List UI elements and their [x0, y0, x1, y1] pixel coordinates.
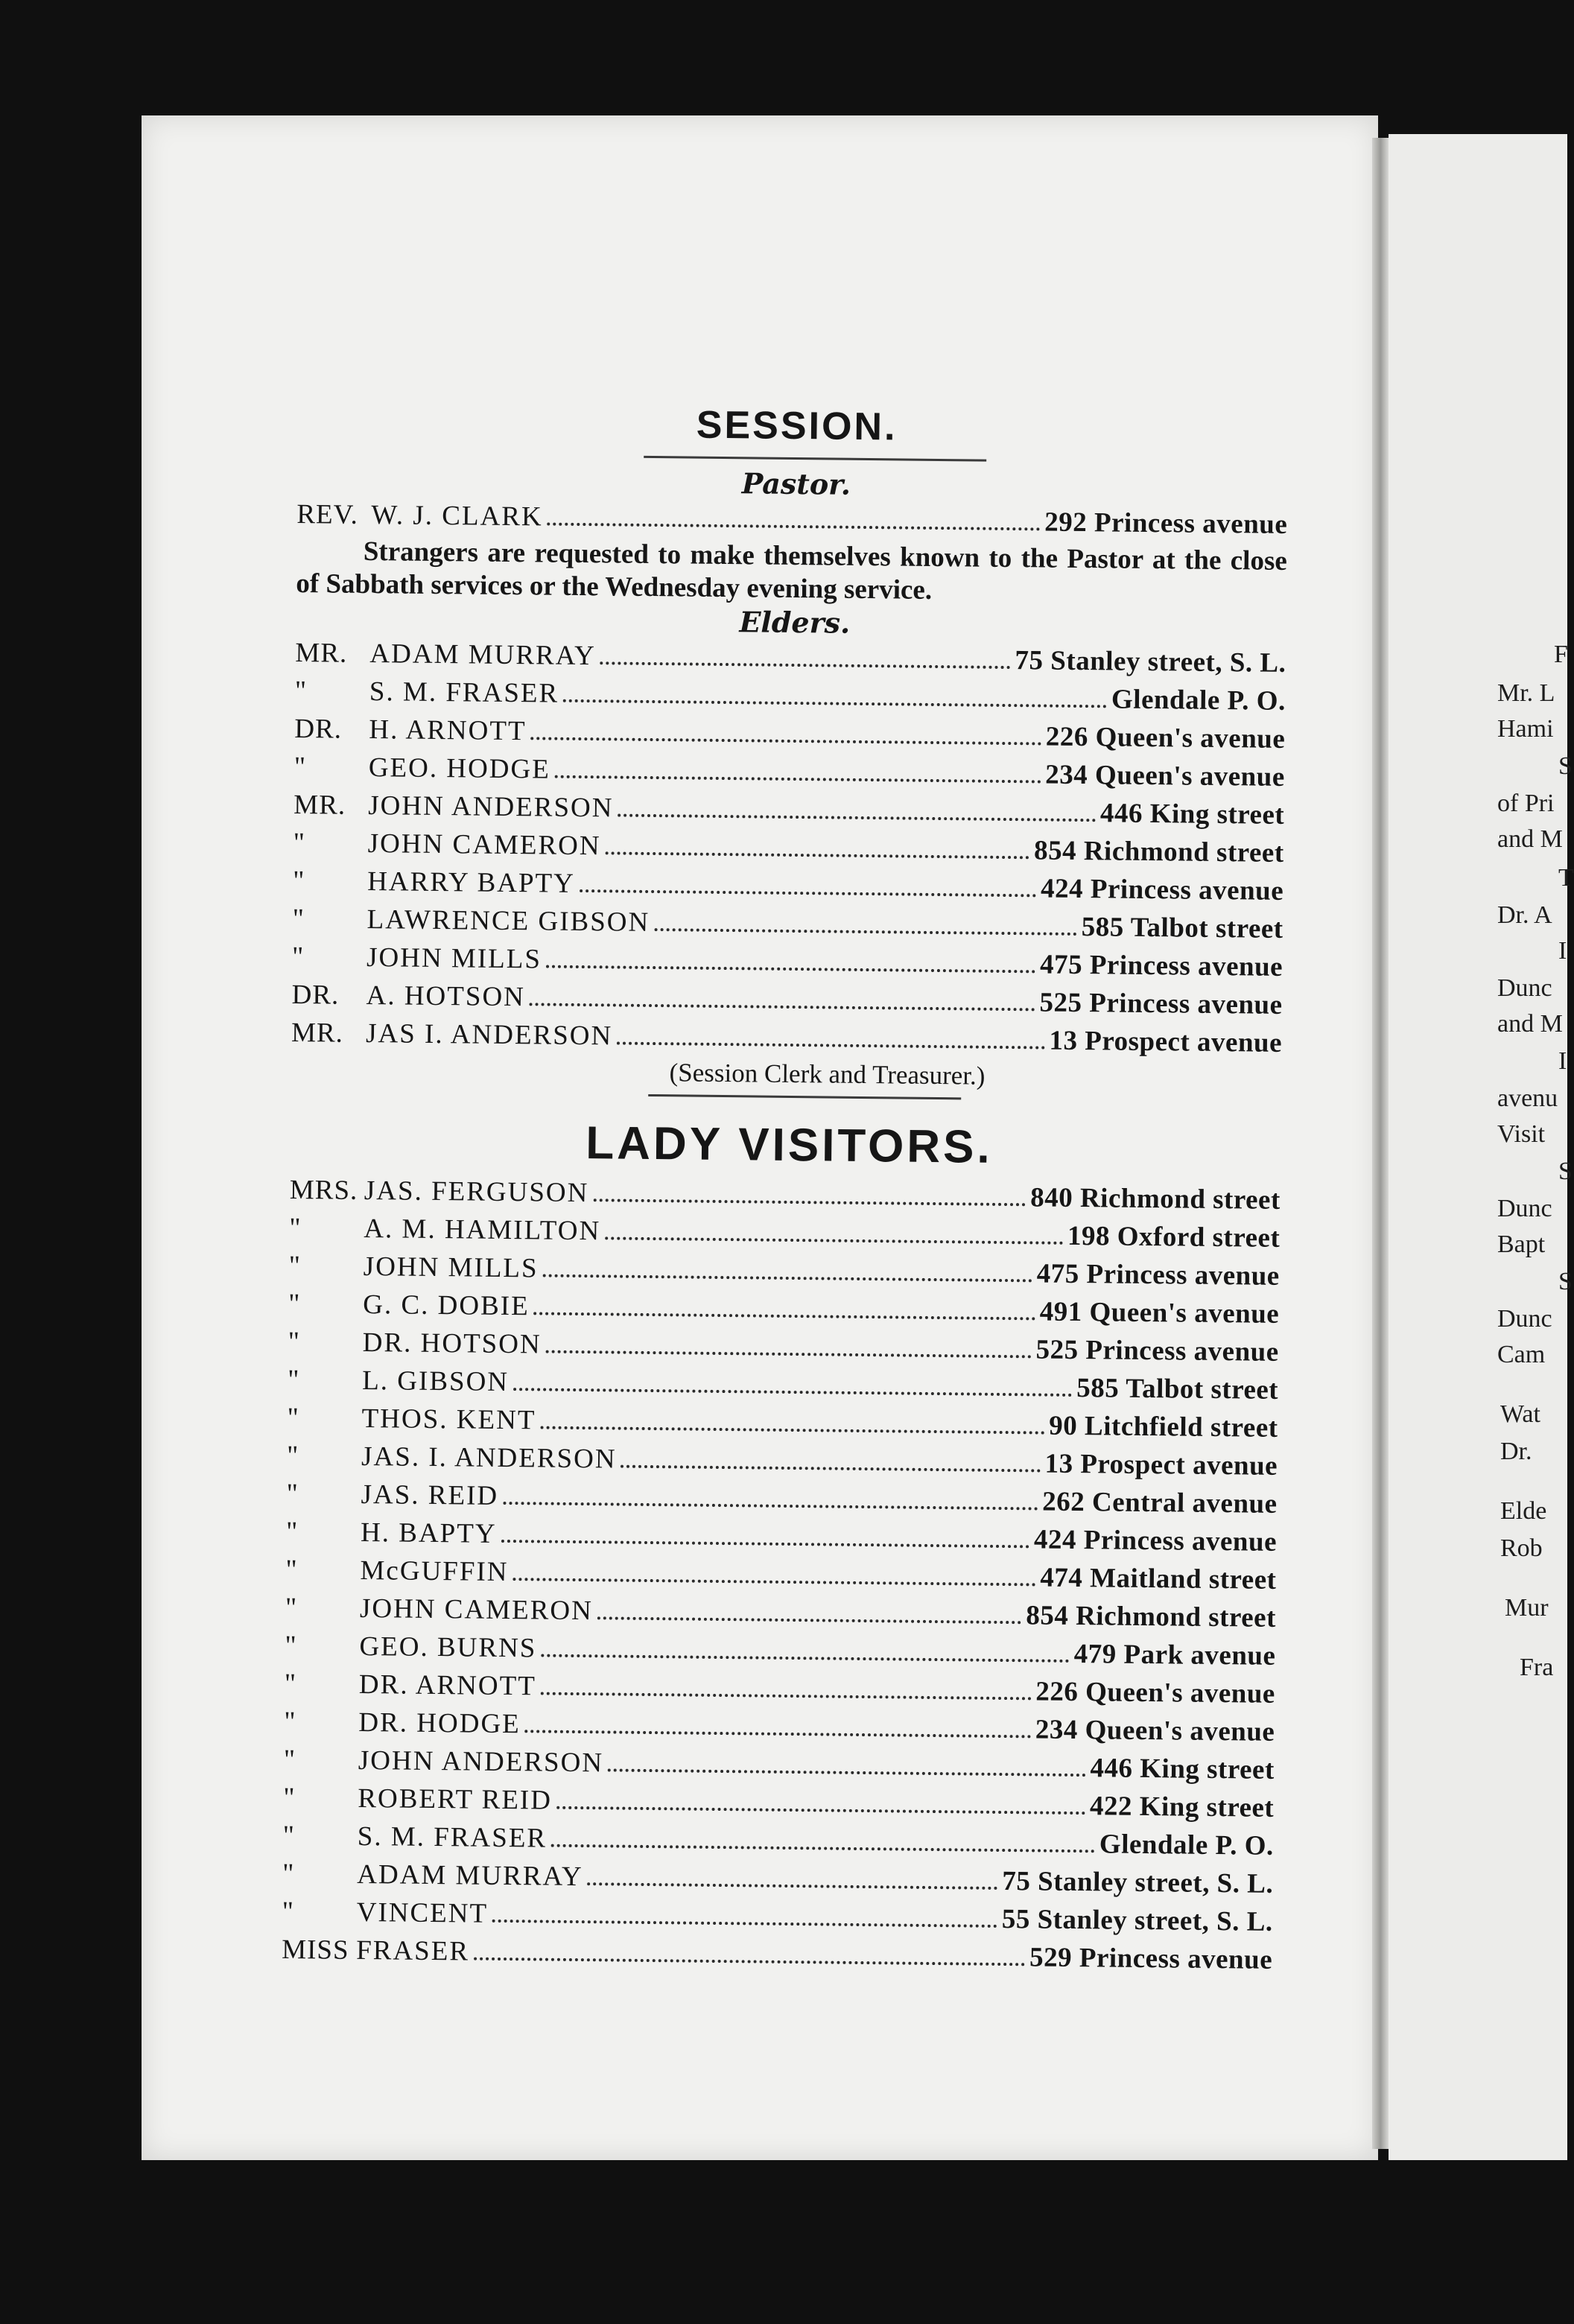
pastor-note: Strangers are requested to make themselves known to the Pastor at the close of Sabbath services or the Wednesday evening service. [296, 536, 1288, 606]
entry-address: 226 Queen's avenue [1045, 721, 1286, 755]
entry-name: JOHN MILLS [366, 942, 542, 975]
entry-name: JOHN CAMERON [359, 1593, 594, 1627]
entry-name: DR. ARNOTT [358, 1669, 537, 1702]
entry-name: DR. HOTSON [362, 1327, 542, 1360]
entry-prefix: " [286, 1440, 299, 1472]
dot-leader [548, 523, 1041, 531]
entry-name: JAS. I. ANDERSON [361, 1441, 617, 1475]
entry-address: 75 Stanley street, S. L. [1015, 645, 1286, 679]
facing-fragment: T [1558, 864, 1574, 892]
entry-prefix: REV. [296, 498, 359, 530]
entry-address: 475 Princess avenue [1039, 949, 1283, 982]
entry-prefix: MR. [293, 789, 346, 821]
elders-heading: Elders. [739, 605, 851, 640]
entry-prefix: MISS [281, 1934, 349, 1966]
entry-prefix: MRS. [289, 1174, 358, 1206]
facing-fragment: Fra [1520, 1654, 1554, 1681]
dot-leader [546, 1350, 1032, 1359]
entry-prefix: " [285, 1554, 298, 1586]
entry-name: S. M. FRASER [357, 1820, 548, 1854]
entry-address: 424 Princess avenue [1033, 1524, 1278, 1558]
dot-leader [555, 775, 1041, 784]
facing-fragment: Dr. A [1497, 901, 1552, 929]
elders-list [291, 634, 1286, 1062]
entry-address: 854 Richmond street [1026, 1600, 1277, 1634]
entry-prefix: " [282, 1820, 296, 1852]
dot-leader [551, 1844, 1095, 1853]
entry-prefix: " [286, 1478, 299, 1510]
entry-prefix: " [293, 827, 306, 859]
pastor-heading: Pastor. [741, 466, 851, 501]
dot-leader [621, 1465, 1040, 1473]
facing-fragment: I [1558, 937, 1567, 965]
entry-address: 854 Richmond street [1033, 835, 1284, 869]
entry-name: JAS. FERGUSON [364, 1175, 589, 1209]
dot-leader [541, 1692, 1032, 1701]
facing-fragment: Visit [1497, 1120, 1546, 1148]
dot-leader [501, 1540, 1029, 1548]
facing-fragment: I [1558, 1047, 1567, 1075]
entry-address: 475 Princess avenue [1036, 1258, 1280, 1292]
dot-leader [593, 1198, 1026, 1206]
entry-address: 234 Queen's avenue [1035, 1714, 1275, 1747]
dot-leader [605, 1236, 1063, 1244]
facing-fragment: Elde [1500, 1497, 1547, 1525]
dot-leader [617, 1042, 1044, 1050]
entry-prefix: DR. [294, 713, 343, 745]
page-content [282, 399, 1289, 1979]
dot-leader [587, 1882, 997, 1890]
dot-leader [600, 661, 1011, 669]
entry-prefix: " [294, 675, 308, 707]
entry-name: H. BAPTY [360, 1517, 497, 1549]
entry-name: JAS I. ANDERSON [365, 1018, 613, 1052]
entry-prefix: " [285, 1630, 297, 1662]
dot-leader [608, 1768, 1085, 1777]
dot-leader [474, 1958, 1025, 1966]
entry-prefix: " [289, 1212, 302, 1244]
entry-name: A. M. HAMILTON [364, 1213, 601, 1247]
entry-address: 585 Talbot street [1076, 1373, 1279, 1406]
lady-visitors-list [282, 1171, 1281, 1979]
dot-leader [556, 1806, 1085, 1815]
dot-leader [530, 1003, 1035, 1011]
entry-prefix: DR. [291, 979, 340, 1011]
dot-leader [563, 699, 1107, 708]
facing-fragment: S [1558, 752, 1573, 780]
facing-fragment: of Pri [1497, 790, 1555, 817]
clerk-note: (Session Clerk and Treasurer.) [669, 1058, 986, 1090]
entry-prefix: " [293, 751, 307, 783]
entry-address: 292 Princess avenue [1044, 507, 1288, 540]
entry-prefix: " [284, 1706, 296, 1738]
facing-fragment: Bapt [1497, 1231, 1546, 1258]
entry-address: 446 King street [1090, 1753, 1275, 1785]
entry-prefix: " [287, 1364, 300, 1396]
entry-name: JOHN MILLS [363, 1251, 539, 1284]
facing-fragment: Dunc [1497, 974, 1552, 1002]
dot-leader [525, 1730, 1031, 1738]
entry-name: G. C. DOBIE [363, 1289, 530, 1322]
entry-address: 422 King street [1089, 1791, 1275, 1823]
dot-leader [618, 814, 1095, 822]
entry-name: HARRY BAPTY [366, 866, 576, 899]
dot-leader [512, 1578, 1035, 1586]
entry-address: 479 Park avenue [1073, 1639, 1276, 1671]
facing-fragment: S [1558, 1158, 1573, 1185]
facing-fragment: Mr. L [1497, 679, 1555, 707]
facing-fragment: S [1558, 1268, 1573, 1295]
dot-leader [605, 851, 1029, 859]
entry-prefix: " [283, 1782, 296, 1814]
entry-prefix: " [288, 1326, 301, 1358]
entry-address: 491 Queen's avenue [1039, 1296, 1280, 1330]
dot-leader [530, 737, 1041, 745]
lady-visitors-title: LADY VISITORS. [586, 1117, 994, 1173]
entry-name: ADAM MURRAY [357, 1858, 583, 1893]
entry-prefix: " [282, 1858, 295, 1890]
facing-fragment: avenu [1497, 1085, 1558, 1112]
entry-prefix: MR. [295, 637, 348, 669]
facing-fragment: Mur [1505, 1594, 1549, 1622]
entry-prefix: " [285, 1592, 298, 1624]
entry-name: W. J. CLARK [371, 500, 543, 533]
entry-prefix: " [288, 1250, 302, 1282]
entry-name: A. HOTSON [366, 980, 526, 1013]
entry-prefix: " [282, 1896, 295, 1928]
dot-leader [540, 1426, 1044, 1434]
entry-name: JOHN ANDERSON [358, 1744, 604, 1779]
dot-leader [546, 965, 1035, 974]
entry-address: Glendale P. O. [1111, 684, 1286, 717]
book-gutter [1372, 138, 1389, 2149]
entry-name: ROBERT REID [358, 1782, 553, 1816]
entry-address: 585 Talbot street [1081, 912, 1283, 944]
dot-leader [503, 1502, 1038, 1511]
facing-fragment: Wat [1500, 1400, 1540, 1428]
dot-leader [513, 1388, 1072, 1397]
facing-fragment: Cam [1497, 1341, 1546, 1368]
section-rule [648, 1094, 961, 1099]
entry-address: 529 Princess avenue [1029, 1942, 1273, 1975]
entry-name: JAS. REID [361, 1479, 499, 1511]
entry-prefix: " [293, 865, 305, 897]
dot-leader [597, 1616, 1022, 1624]
entry-name: JOHN CAMERON [367, 828, 601, 862]
entry-name: ADAM MURRAY [369, 638, 596, 672]
entry-address: 525 Princess avenue [1039, 987, 1283, 1020]
entry-prefix: " [288, 1288, 301, 1320]
entry-address: 525 Princess avenue [1035, 1334, 1279, 1368]
facing-fragment: and M [1497, 1010, 1563, 1038]
entry-address: Glendale P. O. [1099, 1829, 1274, 1861]
entry-name: McGUFFIN [360, 1555, 509, 1588]
entry-prefix: " [291, 941, 305, 973]
entry-prefix: MR. [291, 1017, 344, 1049]
entry-address: 90 Litchfield street [1049, 1410, 1278, 1444]
entry-address: 198 Oxford street [1067, 1220, 1281, 1254]
dot-leader [541, 1654, 1069, 1663]
facing-fragment: Hami [1497, 715, 1554, 743]
entry-address: 55 Stanley street, S. L. [1001, 1904, 1273, 1937]
facing-fragment: Dr. [1500, 1438, 1532, 1465]
entry-prefix: " [292, 903, 305, 935]
entry-address: 226 Queen's avenue [1035, 1676, 1276, 1709]
facing-fragment: Dunc [1497, 1195, 1552, 1222]
dot-leader [654, 928, 1077, 936]
entry-name: THOS. KENT [361, 1403, 536, 1436]
session-title: SESSION. [696, 403, 898, 449]
entry-name: GEO. BURNS [359, 1631, 537, 1664]
entry-address: 13 Prospect avenue [1049, 1025, 1283, 1058]
entry-prefix: " [287, 1402, 299, 1434]
facing-page [1389, 134, 1574, 2160]
facing-fragment: F [1554, 641, 1568, 668]
entry-name: L. GIBSON [361, 1365, 510, 1398]
entry-prefix: " [284, 1668, 297, 1700]
entry-address: 13 Prospect avenue [1044, 1448, 1278, 1482]
entry-address: 840 Richmond street [1029, 1182, 1281, 1216]
title-rule [644, 456, 986, 462]
entry-address: 474 Maitland street [1040, 1562, 1277, 1596]
entry-address: 424 Princess avenue [1040, 873, 1284, 907]
facing-fragment: Dunc [1497, 1305, 1552, 1333]
entry-name: FRASER [355, 1934, 470, 1967]
dot-leader [542, 1274, 1032, 1283]
entry-name: JOHN ANDERSON [368, 790, 614, 824]
facing-fragment: and M [1497, 825, 1563, 853]
dot-leader [534, 1312, 1035, 1320]
entry-name: GEO. HODGE [368, 752, 551, 785]
dot-leader [492, 1920, 997, 1928]
entry-address: 262 Central avenue [1042, 1486, 1278, 1520]
facing-fragment: Rob [1500, 1534, 1543, 1562]
entry-name: VINCENT [356, 1896, 489, 1929]
dot-leader [580, 889, 1036, 897]
entry-address: 234 Queen's avenue [1045, 759, 1285, 793]
entry-prefix: " [283, 1744, 296, 1776]
entry-name: H. ARNOTT [369, 714, 527, 747]
entry-address: 446 King street [1099, 798, 1285, 831]
entry-prefix: " [285, 1516, 299, 1548]
entry-name: LAWRENCE GIBSON [366, 904, 650, 938]
entry-name: DR. HODGE [358, 1707, 521, 1740]
entry-address: 75 Stanley street, S. L. [1002, 1866, 1274, 1899]
entry-name: S. M. FRASER [369, 676, 559, 709]
